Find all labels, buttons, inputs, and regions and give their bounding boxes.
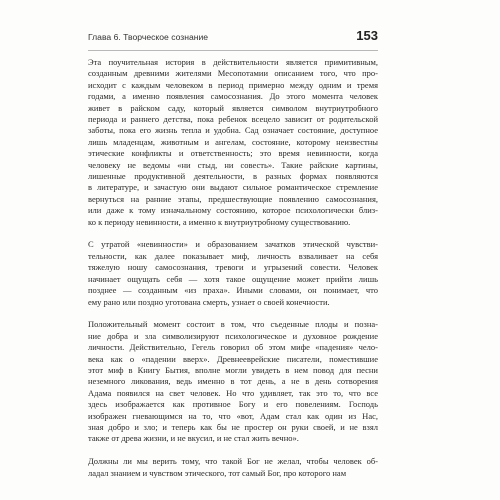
text-line: тяжелую ношу самосознания, тревоги и угрызений совести. Человек — [88, 262, 378, 273]
text-line: или даже к тому изначальному состоянию, которое психологически близ- — [88, 205, 378, 216]
text-line: ему рано или поздно уготована смерть, узнает о своей конечности. — [88, 296, 330, 307]
text-line: вернуться на ранние этапы, предшествующие появлению самосознания, — [88, 193, 378, 204]
text-line: созданным древними жителями Месопотамии описанием того, что про- — [88, 68, 378, 79]
text-line: заботы, пока его жизнь тепла и удобна. Сад означает состояние, доступное — [88, 125, 378, 136]
text-line: также от древа жизни, и не вкусил, и не стал жить вечно». — [88, 433, 299, 444]
text-line: личности. Действительно, Гегель говорил об этом мифе «падения» чело- — [88, 342, 378, 353]
text-line: изображен гневающимся на то, что «вот, Адам стал как один из Нас, — [88, 410, 378, 421]
text-line: лишенные продуктивной деятельности, в разных формах появляются — [88, 171, 378, 182]
text-line: века как о «падении вверх». Древнееврейские писатели, поместившие — [88, 353, 378, 364]
text-line: этот миф в Книгу Бытия, вполне могли увидеть в нем повод для песни — [88, 364, 378, 375]
paragraph — [88, 456, 378, 479]
header-rule — [88, 50, 378, 51]
text-line: начинает ощущать себя — хотя такое ощущение может прийти лишь — [88, 273, 378, 284]
paragraph — [88, 239, 378, 307]
paragraph — [88, 319, 378, 444]
text-line: в литературе, и зачастую они выдают сильное романтическое стремление — [88, 182, 378, 193]
text-line: живет в райском саду, который является символом внутриутробного — [88, 102, 378, 113]
text-line: человеку не ведомы «ни стыд, ни совесть». Такие райские картины, — [88, 159, 378, 170]
text-line: Положительный момент состоит в том, что съеденные плоды и позна- — [88, 319, 378, 330]
text-line: ко к периоду невинности, а именно к внутриутробному существованию. — [88, 216, 351, 227]
page-number: 153 — [356, 28, 378, 43]
text-line: Должны ли мы верить тому, что такой Бог не желал, чтобы человек об- — [88, 456, 378, 467]
text-line: этические конфликты и ответственность; это время невинности, когда — [88, 148, 378, 159]
text-line: позднее — созданным «из праха». Иными словами, он понимает, что — [88, 285, 378, 296]
text-line: периода и раннего детства, пока ребенок всецело зависит от родительской — [88, 114, 378, 125]
text-line: неземного ликования, ведь именно в тот день, а не в день сотворения — [88, 376, 378, 387]
text-line: исходит с каждым человеком в период примерно между одним и тремя — [88, 79, 378, 90]
text-line: С утратой «невинности» и образованием зачатков этической чувстви- — [88, 239, 378, 250]
text-line: здесь изображается как противное Богу и его повелениям. Господь — [88, 399, 378, 410]
text-line: ладал знанием и чувством этического, тот самый Бог, про которого нам — [88, 467, 347, 478]
text-line: Адама появился на свет человек. Но что удивляет, так это то, что все — [88, 387, 378, 398]
text-line: Эта поучительная история в действительности является примитивным, — [88, 57, 378, 67]
text-line: зная добро и зло; и теперь как бы не простер он руки своей, и не взял — [88, 421, 378, 432]
paragraph — [88, 57, 378, 228]
body-text — [88, 57, 378, 490]
running-head: Глава 6. Творческое сознание — [88, 32, 209, 42]
text-line: годами, а именно появления самосознания. До этого момента человек — [88, 91, 378, 102]
text-line: лишь младенцам, животным и ангелам, состояние, которому неизвестны — [88, 136, 378, 147]
text-line: тельности, как далее показывает миф, личность взваливает на себя — [88, 250, 378, 261]
text-line: ние добра и зла символизируют психологическое и духовное рождение — [88, 330, 378, 341]
